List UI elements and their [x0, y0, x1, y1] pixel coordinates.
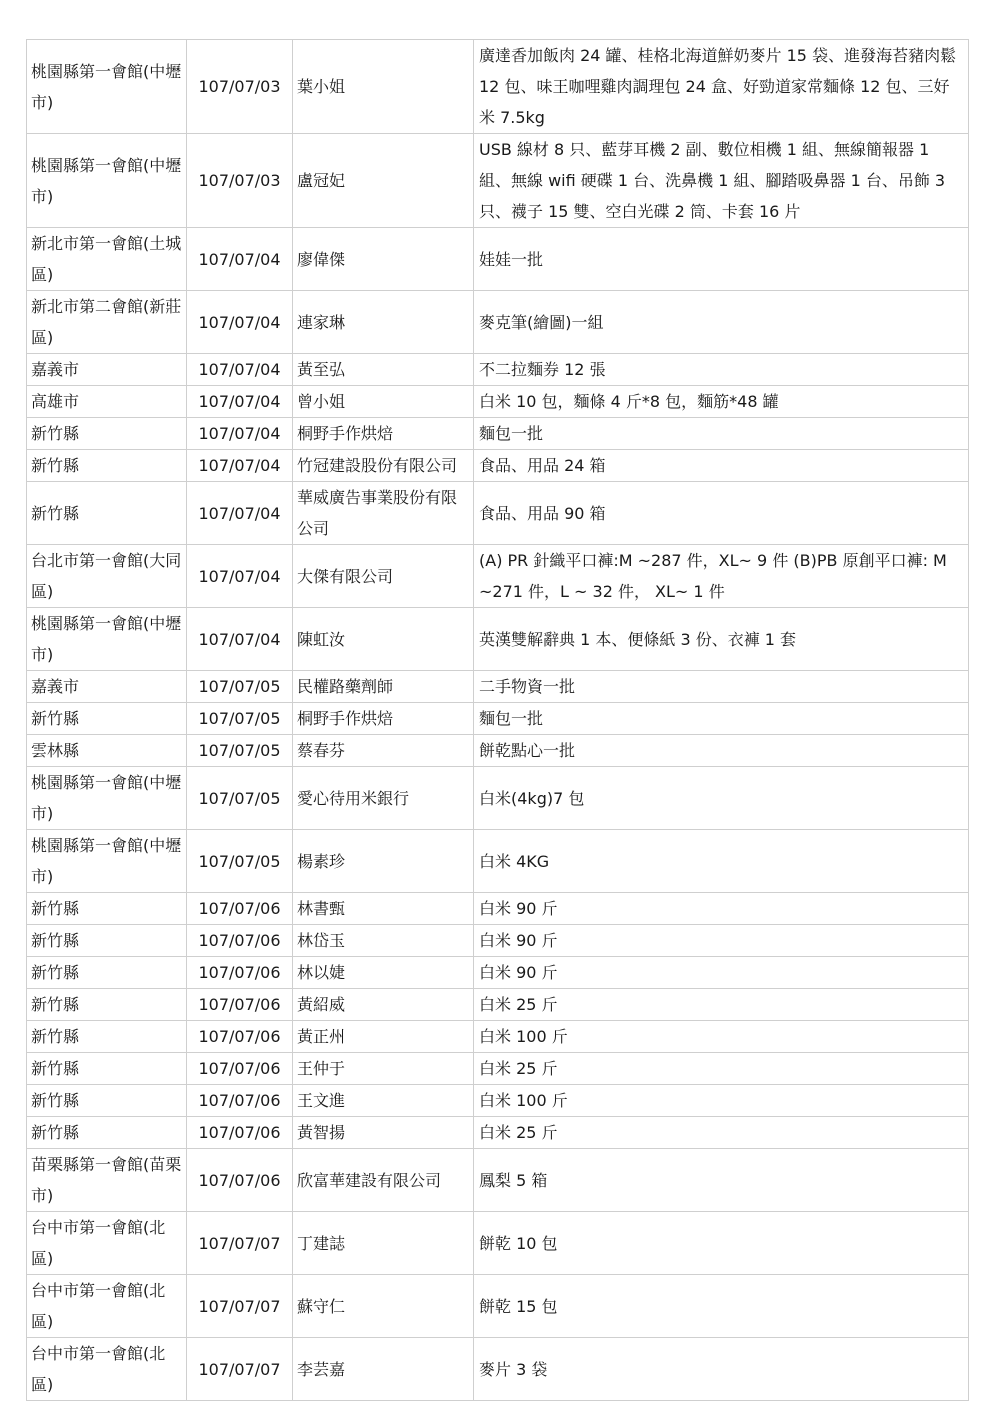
- donor-cell: 盧冠妃: [293, 134, 474, 228]
- date-cell: 107/07/07: [187, 1212, 293, 1275]
- date-cell: 107/07/06: [187, 1021, 293, 1053]
- table-row: [27, 1212, 969, 1275]
- donor-cell: 楊素珍: [293, 830, 474, 893]
- donated-items-cell: 食品、用品 24 箱: [474, 450, 969, 482]
- donation-table-body: [27, 40, 969, 1401]
- location-cell: 桃園縣第一會館(中壢市): [27, 134, 187, 228]
- location-cell: 新竹縣: [27, 1053, 187, 1085]
- location-cell: 台北市第一會館(大同區): [27, 545, 187, 608]
- donor-cell: 華威廣告事業股份有限公司: [293, 482, 474, 545]
- donated-items-cell: 廣達香加飯肉 24 罐、桂格北海道鮮奶麥片 15 袋、進發海苔豬肉鬆 12 包、味王咖哩雞肉調理包 24 盒、好勁道家常麵條 12 包、三好米 7.5kg: [474, 40, 969, 134]
- donor-cell: 王仲于: [293, 1053, 474, 1085]
- location-cell: 新竹縣: [27, 989, 187, 1021]
- donor-cell: 陳虹汝: [293, 608, 474, 671]
- location-cell: 新竹縣: [27, 1085, 187, 1117]
- table-row: [27, 925, 969, 957]
- date-cell: 107/07/07: [187, 1275, 293, 1338]
- donation-record-page: [26, 39, 968, 1401]
- location-cell: 新竹縣: [27, 418, 187, 450]
- donor-cell: 丁建誌: [293, 1212, 474, 1275]
- donor-cell: 葉小姐: [293, 40, 474, 134]
- donated-items-cell: 白米 4KG: [474, 830, 969, 893]
- date-cell: 107/07/04: [187, 545, 293, 608]
- location-cell: 嘉義市: [27, 671, 187, 703]
- table-row: [27, 482, 969, 545]
- donated-items-cell: 白米 100 斤: [474, 1085, 969, 1117]
- donated-items-cell: 不二拉麵券 12 張: [474, 354, 969, 386]
- location-cell: 雲林縣: [27, 735, 187, 767]
- date-cell: 107/07/04: [187, 482, 293, 545]
- donor-cell: 桐野手作烘焙: [293, 703, 474, 735]
- donor-cell: 欣富華建設有限公司: [293, 1149, 474, 1212]
- date-cell: 107/07/05: [187, 671, 293, 703]
- location-cell: 桃園縣第一會館(中壢市): [27, 40, 187, 134]
- location-cell: 新竹縣: [27, 482, 187, 545]
- donated-items-cell: 白米 100 斤: [474, 1021, 969, 1053]
- date-cell: 107/07/04: [187, 291, 293, 354]
- donor-cell: 黃智揚: [293, 1117, 474, 1149]
- table-row: [27, 291, 969, 354]
- donor-cell: 李芸嘉: [293, 1338, 474, 1401]
- location-cell: 苗栗縣第一會館(苗栗市): [27, 1149, 187, 1212]
- donated-items-cell: 白米 10 包，麵條 4 斤*8 包，麵筋*48 罐: [474, 386, 969, 418]
- date-cell: 107/07/06: [187, 957, 293, 989]
- donor-cell: 廖偉傑: [293, 228, 474, 291]
- location-cell: 台中市第一會館(北區): [27, 1275, 187, 1338]
- date-cell: 107/07/06: [187, 893, 293, 925]
- donor-cell: 林岱玉: [293, 925, 474, 957]
- table-row: [27, 735, 969, 767]
- location-cell: 新竹縣: [27, 450, 187, 482]
- table-row: [27, 989, 969, 1021]
- donated-items-cell: 白米(4kg)7 包: [474, 767, 969, 830]
- donated-items-cell: 麵包一批: [474, 418, 969, 450]
- table-row: [27, 767, 969, 830]
- donor-cell: 蘇守仁: [293, 1275, 474, 1338]
- donor-cell: 林以婕: [293, 957, 474, 989]
- table-row: [27, 1275, 969, 1338]
- donor-cell: 曾小姐: [293, 386, 474, 418]
- donation-table: [26, 39, 969, 1401]
- table-row: [27, 134, 969, 228]
- location-cell: 新竹縣: [27, 893, 187, 925]
- location-cell: 新竹縣: [27, 957, 187, 989]
- donor-cell: 黃至弘: [293, 354, 474, 386]
- table-row: [27, 1085, 969, 1117]
- date-cell: 107/07/07: [187, 1338, 293, 1401]
- donated-items-cell: 麵包一批: [474, 703, 969, 735]
- donor-cell: 連家琳: [293, 291, 474, 354]
- date-cell: 107/07/06: [187, 989, 293, 1021]
- date-cell: 107/07/06: [187, 1085, 293, 1117]
- table-row: [27, 450, 969, 482]
- donated-items-cell: 白米 90 斤: [474, 957, 969, 989]
- table-row: [27, 703, 969, 735]
- location-cell: 台中市第一會館(北區): [27, 1212, 187, 1275]
- table-row: [27, 1338, 969, 1401]
- location-cell: 新竹縣: [27, 1117, 187, 1149]
- donated-items-cell: 麥克筆(繪圖)一組: [474, 291, 969, 354]
- location-cell: 嘉義市: [27, 354, 187, 386]
- location-cell: 高雄市: [27, 386, 187, 418]
- donor-cell: 桐野手作烘焙: [293, 418, 474, 450]
- location-cell: 新竹縣: [27, 925, 187, 957]
- date-cell: 107/07/04: [187, 418, 293, 450]
- donor-cell: 黃正州: [293, 1021, 474, 1053]
- donor-cell: 蔡春芬: [293, 735, 474, 767]
- table-row: [27, 1053, 969, 1085]
- date-cell: 107/07/05: [187, 735, 293, 767]
- date-cell: 107/07/05: [187, 703, 293, 735]
- donor-cell: 王文進: [293, 1085, 474, 1117]
- table-row: [27, 608, 969, 671]
- location-cell: 桃園縣第一會館(中壢市): [27, 767, 187, 830]
- donated-items-cell: 白米 90 斤: [474, 893, 969, 925]
- table-row: [27, 1117, 969, 1149]
- donated-items-cell: 白米 90 斤: [474, 925, 969, 957]
- date-cell: 107/07/06: [187, 1117, 293, 1149]
- date-cell: 107/07/06: [187, 1053, 293, 1085]
- donated-items-cell: 餅乾 10 包: [474, 1212, 969, 1275]
- donor-cell: 大傑有限公司: [293, 545, 474, 608]
- donated-items-cell: 食品、用品 90 箱: [474, 482, 969, 545]
- table-row: [27, 418, 969, 450]
- table-row: [27, 893, 969, 925]
- date-cell: 107/07/06: [187, 1149, 293, 1212]
- donor-cell: 林書甄: [293, 893, 474, 925]
- date-cell: 107/07/03: [187, 134, 293, 228]
- location-cell: 新北市第一會館(土城區): [27, 228, 187, 291]
- donor-cell: 竹冠建設股份有限公司: [293, 450, 474, 482]
- date-cell: 107/07/04: [187, 228, 293, 291]
- donor-cell: 黃紹威: [293, 989, 474, 1021]
- location-cell: 新北市第二會館(新莊區): [27, 291, 187, 354]
- donated-items-cell: 白米 25 斤: [474, 989, 969, 1021]
- donated-items-cell: 鳳梨 5 箱: [474, 1149, 969, 1212]
- table-row: [27, 545, 969, 608]
- date-cell: 107/07/04: [187, 354, 293, 386]
- date-cell: 107/07/05: [187, 767, 293, 830]
- donor-cell: 民權路藥劑師: [293, 671, 474, 703]
- donated-items-cell: 餅乾點心一批: [474, 735, 969, 767]
- table-row: [27, 228, 969, 291]
- location-cell: 桃園縣第一會館(中壢市): [27, 608, 187, 671]
- donated-items-cell: 白米 25 斤: [474, 1053, 969, 1085]
- table-row: [27, 671, 969, 703]
- location-cell: 新竹縣: [27, 703, 187, 735]
- donated-items-cell: 餅乾 15 包: [474, 1275, 969, 1338]
- donor-cell: 愛心待用米銀行: [293, 767, 474, 830]
- donated-items-cell: 麥片 3 袋: [474, 1338, 969, 1401]
- table-row: [27, 1149, 969, 1212]
- location-cell: 桃園縣第一會館(中壢市): [27, 830, 187, 893]
- location-cell: 新竹縣: [27, 1021, 187, 1053]
- date-cell: 107/07/04: [187, 450, 293, 482]
- location-cell: 台中市第一會館(北區): [27, 1338, 187, 1401]
- table-row: [27, 386, 969, 418]
- table-row: [27, 40, 969, 134]
- table-row: [27, 957, 969, 989]
- date-cell: 107/07/06: [187, 925, 293, 957]
- donated-items-cell: 二手物資一批: [474, 671, 969, 703]
- donated-items-cell: 英漢雙解辭典 1 本、便條紙 3 份、衣褲 1 套: [474, 608, 969, 671]
- donated-items-cell: 白米 25 斤: [474, 1117, 969, 1149]
- table-row: [27, 354, 969, 386]
- date-cell: 107/07/04: [187, 386, 293, 418]
- date-cell: 107/07/05: [187, 830, 293, 893]
- table-row: [27, 1021, 969, 1053]
- donated-items-cell: 娃娃一批: [474, 228, 969, 291]
- date-cell: 107/07/04: [187, 608, 293, 671]
- donated-items-cell: USB 線材 8 只、藍芽耳機 2 副、數位相機 1 組、無線簡報器 1 組、無線 wifi 硬碟 1 台、洗鼻機 1 組、腳踏吸鼻器 1 台、吊飾 3 只、襪子 15 雙、空白光碟 2 筒、卡套 16 片: [474, 134, 969, 228]
- table-row: [27, 830, 969, 893]
- donated-items-cell: (A) PR 針織平口褲:M ~287 件，XL~ 9 件 (B)PB 原創平口褲: M ~271 件，L ~ 32 件， XL~ 1 件: [474, 545, 969, 608]
- date-cell: 107/07/03: [187, 40, 293, 134]
